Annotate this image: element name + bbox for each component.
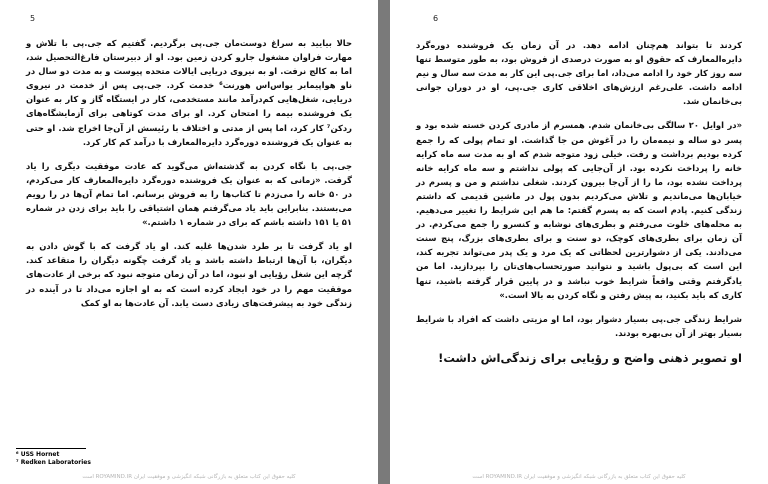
left-page-body	[26, 36, 352, 320]
footnote: ⁶ USS Hornet	[16, 451, 60, 458]
paragraph: جی.پی با نگاه کردن به گذشته‌اش می‌گوید که عادت موفقیت دیگری را یاد گرفت. «زمانی که به عنوان یک فروشنده دوره‌گرد دایره‌المعارف کار می‌کردم، در ۵۰ خانه را می‌زدم تا کتاب‌ها را به فروش برسانم. اما تمام آن‌ها در را رویم می‌بستند. بنابراین باید یاد می‌گرفتم همان اشتیاقی را باید برای زدن در شماره ۵۱ یا ۱۵۱ داشته باشم که برای در شماره ۱ داشتم.»	[26, 160, 352, 228]
page-gutter	[378, 0, 390, 484]
paragraph: شرایط زندگی جی.پی بسیار دشوار بود، اما او مزیتی داشت که افراد با شرایط بسیار بهتر از آن بی‌بهره بودند.	[416, 313, 742, 338]
footnote: ⁷ Redken Laboratories	[16, 458, 91, 466]
page-number: 5	[30, 14, 36, 23]
right-page	[390, 0, 768, 484]
paragraph: «در اوایل ۲۰ سالگی بی‌خانمان شدم. همسرم از مادری کردن خسته شده بود و پسر دو ساله و نیمه‌مان را در آغوش من جا گذاشت. او تمام پولی که را جمع کرده بودیم برداشت و رفت. خیلی زود متوجه شدم که او به مدت سه ماه کرایه خانه را پرداخت نکرده بود. از آن‌جایی که پولی نداشتم و سه ماه کرایه خانه پرداخت نشده بود، ما را از آن‌جا بیرون کردند. شغلی نداشتم و من و پسرم در خیابان‌ها می‌ماندیم و تلاش می‌کردیم بدون پول در ماشین قدیمی که داشتم زندگی کنیم. پادم است که به پسرم گفتم: ما هم این شرایط را تغییر می‌دهیم. به محله‌های خلوت می‌رفتم و بطری‌های نوشابه و کنسرو را جمع می‌کردم. در آن زمان برای بطری‌های کوچک، دو سنت و برای بطری‌های بزرگ، پنج سنت می‌دادند. یکی از دشوارترین لحظاتی که یک مرد و یک پدر می‌تواند تجربه کند، این است که بی‌پول باشید و نتوانید صورتحساب‌های‌تان را بپردازید. اما من یادگرفتم وقتی واقعاً شرایط خوب نباشد و در پایین قرار گرفته باشید، تنها کاری که باید بکنید، به پیش رفتن و نگاه کردن به بالا است.»	[416, 120, 742, 300]
watermark: کلیه حقوق این کتاب متعلق به بازرگانی شبکه انگیزشی و موفقیت ایران ROYAMIND.IR است	[472, 474, 686, 480]
highlight-sentence: او تصویر ذهنی واضح و رؤیایی برای زندگی‌اش داشت!	[438, 350, 742, 365]
page-number: 6	[433, 14, 439, 23]
right-page-body	[416, 38, 742, 376]
paragraph: کردند تا بتواند هم‌چنان ادامه دهد. در آن زمان یک فروشنده دوره‌گرد دایره‌المعارف که حقوق او به صورت درصدی از فروش بود، به طور متوسط تنها سه روز کار خود را ادامه می‌داد، اما برای جی.پی این کار به مدت سه سال و نیم ادامه داشت. علی‌رغم ارزش‌های اخلاقی کاری جی.پی، او در دوران جوانی بی‌خانمان شد.	[416, 40, 742, 107]
watermark: کلیه حقوق این کتاب متعلق به بازرگانی شبکه انگیزشی و موفقیت ایران ROYAMIND.IR است	[82, 474, 296, 480]
footnotes	[16, 448, 166, 466]
left-page	[0, 0, 378, 484]
paragraph: او یاد گرفت تا بر طرد شدن‌ها غلبه کند. او یاد گرفت که با گوش دادن به دیگران، با آن‌ها ارتباط داشته باشد و یاد گرفت چگونه دیگران را متقاعد کند. گرچه این شغل رؤیایی او نبود، اما در آن زمان متوجه نبود که برخی از عادت‌های موفقیت مهم را در خود ایجاد کرده است که به او اجازه می‌داد تا در آینده در زندگی خود به پیشرفت‌های زیادی دست یابد. آن عادت‌ها به او کمک	[26, 241, 352, 308]
paragraph: حالا بیایید به سراغ دوست‌مان جی.پی برگردیم. گفتیم که جی.پی با تلاش و مهارت فراوان مشغول جارو کردن زمین بود. او از دبیرستان فارغ‌التحصیل شد، اما به کالج نرفت. او به نیروی دریایی ایالات متحده پیوست و به مدت دو سال در ناو هواپیمابر یواس‌اس هورنت⁶ خدمت کرد. جی.پی پس از خدمت در نیروی دریایی، شغل‌هایی کم‌درآمد مانند مستخدمی، کار در ایستگاه گاز و کار به عنوان یک فروشنده بیمه را امتحان کرد. او برای مدت کوتاهی برای آزمایشگاه‌های ردکن⁷ کار کرد، اما پس از مدتی و اختلاف با رئیسش از آن‌جا اخراج شد. او حتی به عنوان یک فروشنده دوره‌گرد دایره‌المعارف با درآمد کم کار کرد.	[26, 38, 352, 147]
footnote-divider	[16, 448, 86, 449]
